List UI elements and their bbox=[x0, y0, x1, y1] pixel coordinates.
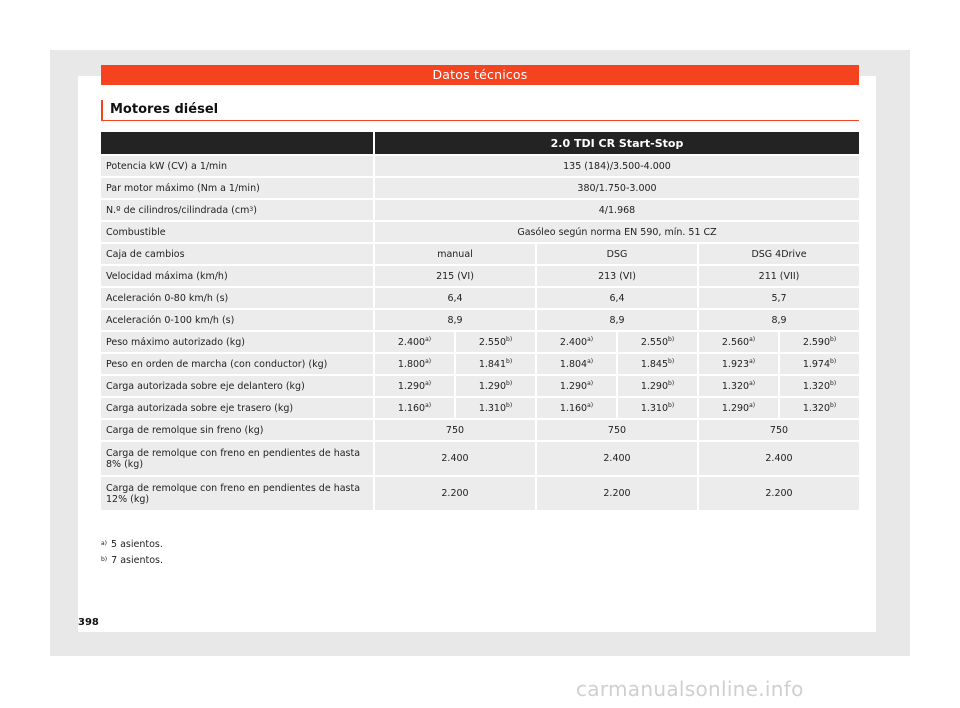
value-text: 1.804 bbox=[559, 358, 588, 370]
footnote-ref: b) bbox=[506, 357, 513, 365]
label-text-end: ) bbox=[253, 204, 257, 216]
value-text: 1.841 bbox=[478, 358, 507, 370]
footnote-ref: a) bbox=[587, 335, 594, 343]
value-text: 2.590 bbox=[802, 336, 831, 348]
row-value: 2.400 bbox=[697, 442, 859, 475]
footnote-text: 7 asientos. bbox=[111, 555, 164, 566]
table-row bbox=[101, 200, 859, 220]
table-row bbox=[101, 354, 859, 374]
footnote-ref: b) bbox=[830, 335, 837, 343]
footnote-ref: b) bbox=[668, 357, 675, 365]
row-value: 8,9 bbox=[373, 310, 535, 330]
row-value: 135 (184)/3.500-4.000 bbox=[373, 156, 859, 176]
row-value: 6,4 bbox=[373, 288, 535, 308]
row-label: Carga de remolque sin freno (kg) bbox=[101, 420, 373, 440]
row-label: Par motor máximo (Nm a 1/min) bbox=[101, 178, 373, 198]
footnote-ref: b) bbox=[506, 379, 513, 387]
footnote-ref: a) bbox=[749, 401, 756, 409]
row-value bbox=[778, 398, 859, 418]
table-row bbox=[101, 420, 859, 440]
table-row bbox=[101, 222, 859, 242]
value-text: 1.320 bbox=[721, 380, 750, 392]
row-value bbox=[535, 332, 616, 352]
value-text: 1.800 bbox=[397, 358, 426, 370]
footnote-ref: a) bbox=[425, 379, 432, 387]
footnote-ref: a) bbox=[587, 357, 594, 365]
table-row bbox=[101, 178, 859, 198]
footnote-ref: b) bbox=[830, 401, 837, 409]
value-text: 2.550 bbox=[640, 336, 669, 348]
table-row bbox=[101, 477, 859, 510]
value-text: 2.550 bbox=[478, 336, 507, 348]
footnote-ref: a) bbox=[749, 335, 756, 343]
value-text: 1.290 bbox=[559, 380, 588, 392]
row-value: 380/1.750-3.000 bbox=[373, 178, 859, 198]
footnote-mark: a) bbox=[101, 540, 108, 547]
footnote-ref: b) bbox=[668, 335, 675, 343]
row-value: 8,9 bbox=[535, 310, 697, 330]
footnote-ref: b) bbox=[506, 335, 513, 343]
row-value bbox=[535, 376, 616, 396]
section-title: Motores diésel bbox=[101, 100, 218, 120]
row-value: manual bbox=[373, 244, 535, 264]
footnote-ref: a) bbox=[425, 335, 432, 343]
table-row bbox=[101, 442, 859, 475]
row-label: Aceleración 0-100 km/h (s) bbox=[101, 310, 373, 330]
row-value bbox=[697, 376, 778, 396]
row-label: Carga autorizada sobre eje delantero (kg) bbox=[101, 376, 373, 396]
engine-header: 2.0 TDI CR Start-Stop bbox=[373, 132, 859, 154]
row-value: 750 bbox=[373, 420, 535, 440]
value-text: 1.845 bbox=[640, 358, 669, 370]
row-label: Combustible bbox=[101, 222, 373, 242]
section-divider bbox=[101, 120, 859, 121]
footnote-ref: a) bbox=[425, 357, 432, 365]
row-value bbox=[697, 332, 778, 352]
engine-specs-table bbox=[101, 130, 859, 512]
row-value: Gasóleo según norma EN 590, mín. 51 CZ bbox=[373, 222, 859, 242]
row-value bbox=[697, 398, 778, 418]
row-value bbox=[616, 332, 697, 352]
header-blank-cell bbox=[101, 132, 373, 154]
footnote-ref: b) bbox=[668, 401, 675, 409]
table-row bbox=[101, 288, 859, 308]
value-text: 1.310 bbox=[640, 402, 669, 414]
watermark: carmanualsonline.info bbox=[576, 677, 804, 701]
row-value: 5,7 bbox=[697, 288, 859, 308]
row-value: DSG bbox=[535, 244, 697, 264]
footnote bbox=[101, 538, 163, 554]
table-row bbox=[101, 310, 859, 330]
row-label: Carga de remolque con freno en pendientes de hasta 12% (kg) bbox=[101, 477, 373, 510]
value-text: 1.320 bbox=[802, 402, 831, 414]
footnote-ref: b) bbox=[506, 401, 513, 409]
row-value: 750 bbox=[535, 420, 697, 440]
row-value bbox=[454, 376, 535, 396]
row-value: 2.400 bbox=[373, 442, 535, 475]
row-value bbox=[373, 376, 454, 396]
value-text: 1.290 bbox=[640, 380, 669, 392]
label-text: N.º de cilindros/cilindrada (cm bbox=[106, 204, 250, 216]
row-value: 215 (VI) bbox=[373, 266, 535, 286]
footnote-ref: a) bbox=[587, 401, 594, 409]
footnote-ref: a) bbox=[425, 401, 432, 409]
row-value bbox=[454, 354, 535, 374]
table-row bbox=[101, 376, 859, 396]
row-label bbox=[101, 200, 373, 220]
row-value: 4/1.968 bbox=[373, 200, 859, 220]
footnotes bbox=[101, 538, 163, 570]
table-row bbox=[101, 244, 859, 264]
footnote-ref: a) bbox=[749, 379, 756, 387]
row-value bbox=[616, 354, 697, 374]
row-value: DSG 4Drive bbox=[697, 244, 859, 264]
row-value bbox=[697, 354, 778, 374]
row-label: Peso máximo autorizado (kg) bbox=[101, 332, 373, 352]
value-text: 2.560 bbox=[721, 336, 750, 348]
row-value bbox=[778, 354, 859, 374]
row-label: Carga autorizada sobre eje trasero (kg) bbox=[101, 398, 373, 418]
value-text: 1.160 bbox=[559, 402, 588, 414]
footnote-ref: b) bbox=[830, 357, 837, 365]
page-number: 398 bbox=[78, 617, 99, 628]
footnote-ref: b) bbox=[668, 379, 675, 387]
row-value: 6,4 bbox=[535, 288, 697, 308]
value-text: 1.160 bbox=[397, 402, 426, 414]
table-row bbox=[101, 332, 859, 352]
row-label: Peso en orden de marcha (con conductor) (kg) bbox=[101, 354, 373, 374]
row-value bbox=[778, 332, 859, 352]
row-value bbox=[373, 332, 454, 352]
value-text: 2.400 bbox=[397, 336, 426, 348]
value-text: 1.290 bbox=[397, 380, 426, 392]
superscript: 3 bbox=[249, 205, 254, 213]
footnote-ref: b) bbox=[830, 379, 837, 387]
table-row bbox=[101, 398, 859, 418]
row-value bbox=[616, 376, 697, 396]
row-value bbox=[535, 354, 616, 374]
value-text: 1.290 bbox=[478, 380, 507, 392]
row-value: 750 bbox=[697, 420, 859, 440]
value-text: 1.310 bbox=[478, 402, 507, 414]
row-value: 8,9 bbox=[697, 310, 859, 330]
row-value bbox=[454, 398, 535, 418]
row-value: 211 (VII) bbox=[697, 266, 859, 286]
footnote bbox=[101, 554, 163, 570]
row-label: Caja de cambios bbox=[101, 244, 373, 264]
row-value bbox=[373, 398, 454, 418]
row-value: 2.200 bbox=[535, 477, 697, 510]
value-text: 1.923 bbox=[721, 358, 750, 370]
row-value: 2.200 bbox=[373, 477, 535, 510]
chapter-banner: Datos técnicos bbox=[101, 65, 859, 85]
value-text: 2.400 bbox=[559, 336, 588, 348]
footnote-mark: b) bbox=[101, 556, 108, 563]
table-row bbox=[101, 266, 859, 286]
row-value: 2.200 bbox=[697, 477, 859, 510]
row-value bbox=[373, 354, 454, 374]
footnote-ref: a) bbox=[587, 379, 594, 387]
row-value: 2.400 bbox=[535, 442, 697, 475]
row-label: Potencia kW (CV) a 1/min bbox=[101, 156, 373, 176]
value-text: 1.290 bbox=[721, 402, 750, 414]
row-value bbox=[535, 398, 616, 418]
row-label: Velocidad máxima (km/h) bbox=[101, 266, 373, 286]
table-header-row bbox=[101, 132, 859, 154]
value-text: 1.974 bbox=[802, 358, 831, 370]
row-value bbox=[454, 332, 535, 352]
row-value bbox=[778, 376, 859, 396]
row-label: Aceleración 0-80 km/h (s) bbox=[101, 288, 373, 308]
footnote-ref: a) bbox=[749, 357, 756, 365]
row-label: Carga de remolque con freno en pendientes de hasta 8% (kg) bbox=[101, 442, 373, 475]
table-row bbox=[101, 156, 859, 176]
footnote-text: 5 asientos. bbox=[111, 539, 163, 550]
row-value bbox=[616, 398, 697, 418]
row-value: 213 (VI) bbox=[535, 266, 697, 286]
value-text: 1.320 bbox=[802, 380, 831, 392]
